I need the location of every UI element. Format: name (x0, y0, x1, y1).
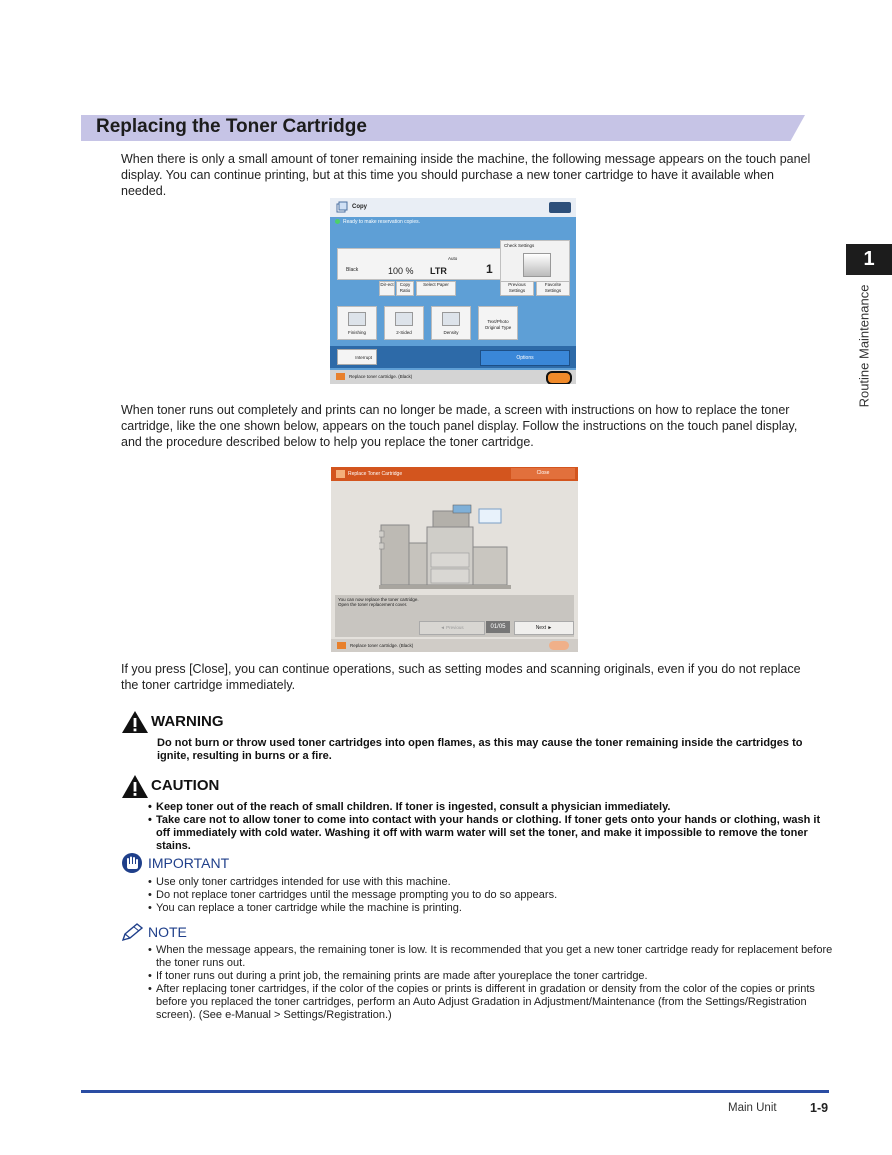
copy-screen-footer (330, 370, 576, 384)
replace-toner-header (331, 467, 578, 481)
replace-toner-message-area (335, 595, 574, 637)
instruction-line-2: Open the toner replacement cover. (338, 602, 408, 607)
important-item: • Do not replace toner cartridges until the message prompting you to do so appears. (148, 889, 833, 902)
toner-warning-icon (337, 642, 346, 649)
replace-toner-title: Replace Toner Cartridge (348, 471, 403, 477)
warning-icon (121, 710, 149, 734)
copy-settings-display (337, 248, 501, 280)
favorite-settings-button[interactable]: Favorite Settings (536, 281, 570, 296)
next-label: Next (535, 625, 546, 631)
previous-settings-button[interactable]: Previous Settings (500, 281, 534, 296)
original-type-label: Original Type (484, 325, 512, 330)
previous-button[interactable]: ◄ Previous (419, 621, 485, 635)
runs-out-paragraph: When toner runs out completely and prints can no longer be made, a screen with instructions on how to replace the toner cartridge, like the one shown below, appears on the touch panel display. Follow the instructions on the touch panel display, and the procedure described below to help you replace the toner cartridge. (121, 403, 798, 449)
direct-button[interactable]: Dir-ect (379, 281, 395, 296)
check-settings-preview-icon (523, 253, 551, 277)
important-list (148, 876, 833, 915)
paper-mode: Auto (448, 256, 458, 261)
note-item: • After replacing toner cartridges, if the color of the copies or prints is different in gradation or density from the color of the copies or prints before you replaced the toner cartridges, perform an Auto Adjust Gradation in Adjustment/Maintenance (from the Settings/Registration screen). (See e-Manual > Settings/Registration.) (148, 983, 833, 1022)
copy-screen-bottom-bar (330, 346, 576, 368)
toner-icon (336, 470, 345, 478)
page-indicator: 01/05 (486, 621, 510, 633)
important-item: • You can replace a toner cartridge while the machine is printing. (148, 902, 833, 915)
chapter-number-tab: 1 (846, 244, 892, 275)
caution-heading: CAUTION (151, 777, 220, 794)
copy-screen-figure (330, 198, 576, 384)
note-heading: NOTE (148, 924, 187, 940)
warning-heading: WARNING (151, 713, 224, 730)
two-sided-icon (395, 312, 413, 326)
note-pencil-icon (121, 922, 145, 942)
finishing-label: Finishing (347, 330, 366, 335)
page-number: 1-9 (810, 1101, 829, 1115)
important-heading: IMPORTANT (148, 855, 230, 871)
close-paragraph: If you press [Close], you can continue operations, such as setting modes and scanning originals, even if you do not replace the toner cartridge immediately. (121, 662, 801, 692)
density-button[interactable] (431, 306, 471, 340)
counter-check-button[interactable] (549, 202, 571, 213)
caution-list (148, 801, 833, 853)
note-item: • If toner runs out during a print job, the remaining prints are made after youreplace the toner cartridge. (148, 970, 833, 983)
copy-ratio-button[interactable]: Copy Ratio (396, 281, 414, 296)
original-type-value: Text/Photo (487, 319, 509, 324)
finishing-button[interactable] (337, 306, 377, 340)
interrupt-button[interactable]: Interrupt (337, 349, 377, 365)
toner-low-message: Replace toner cartridge. (Black) (349, 374, 413, 379)
copy-screen-title: Copy (352, 204, 367, 210)
replace-toner-instructions (338, 597, 419, 607)
two-sided-label: 2-Sided (396, 330, 412, 335)
footer-rule (81, 1090, 829, 1093)
color-mode: Black (346, 267, 359, 273)
finishing-icon (348, 312, 366, 326)
toner-status-indicator (549, 641, 569, 650)
two-sided-button[interactable] (384, 306, 424, 340)
intro-paragraph: When there is only a small amount of toner remaining inside the machine, the following message appears on the touch panel display. You can continue printing, but at this time you should purchase a new toner cartridge to have it available when needed. (121, 152, 811, 198)
copy-icon (336, 201, 348, 213)
status-dot-icon (335, 219, 340, 224)
density-icon (442, 312, 460, 326)
caution-item: • Keep toner out of the reach of small children. If toner is ingested, consult a physician immediately. (148, 801, 833, 814)
check-settings-label: Check Settings (504, 243, 535, 248)
next-button[interactable]: Next ► (514, 621, 574, 635)
instruction-line-1: You can now replace the toner cartridge. (338, 597, 419, 602)
note-list (148, 944, 833, 1022)
options-button[interactable]: Options (480, 350, 570, 366)
close-button[interactable]: Close (511, 468, 575, 479)
replace-screen-footer (331, 639, 578, 652)
toner-warning-icon (336, 373, 345, 380)
check-settings-button[interactable] (500, 240, 570, 282)
section-title: Replacing the Toner Cartridge (96, 116, 367, 137)
important-hand-icon (121, 852, 143, 874)
highlighted-toner-indicator (546, 371, 572, 384)
printer-illustration-icon (379, 503, 511, 591)
copy-status (335, 219, 420, 225)
note-item: • When the message appears, the remaining toner is low. It is recommended that you get a new toner cartridge ready for replacement before the toner runs out. (148, 944, 833, 970)
replace-toner-screen-figure (331, 467, 578, 652)
toner-footer-message: Replace toner cartridge. (Black) (350, 643, 414, 648)
paper-size-value: LTR (430, 266, 447, 276)
footer-unit-label: Main Unit (728, 1102, 777, 1114)
copy-status-text: Ready to make reservation copies. (343, 219, 420, 225)
copy-ratio-value: 100 % (388, 266, 414, 276)
chapter-label: Routine Maintenance (856, 284, 872, 408)
warning-text: Do not burn or throw used toner cartridges into open flames, as this may cause the toner remaining inside the cartridges to ignite, resulting in burns or a fire. (157, 737, 803, 762)
copy-screen-topbar (330, 198, 576, 217)
select-paper-button[interactable]: Select Paper (416, 281, 456, 296)
caution-item: • Take care not to allow toner to come into contact with your hands or clothing. If toner gets onto your hands or clothing, wash it off immediately with cold water. Washing it off with warm water will set the toner, and make it impossible to remove the toner stains. (148, 814, 833, 853)
caution-icon (121, 774, 149, 799)
previous-label: Previous (446, 625, 464, 630)
important-item: • Use only toner cartridges intended for use with this machine. (148, 876, 833, 889)
copy-count-value: 1 (486, 262, 493, 276)
original-type-button[interactable] (478, 306, 518, 340)
density-label: Density (443, 330, 459, 335)
